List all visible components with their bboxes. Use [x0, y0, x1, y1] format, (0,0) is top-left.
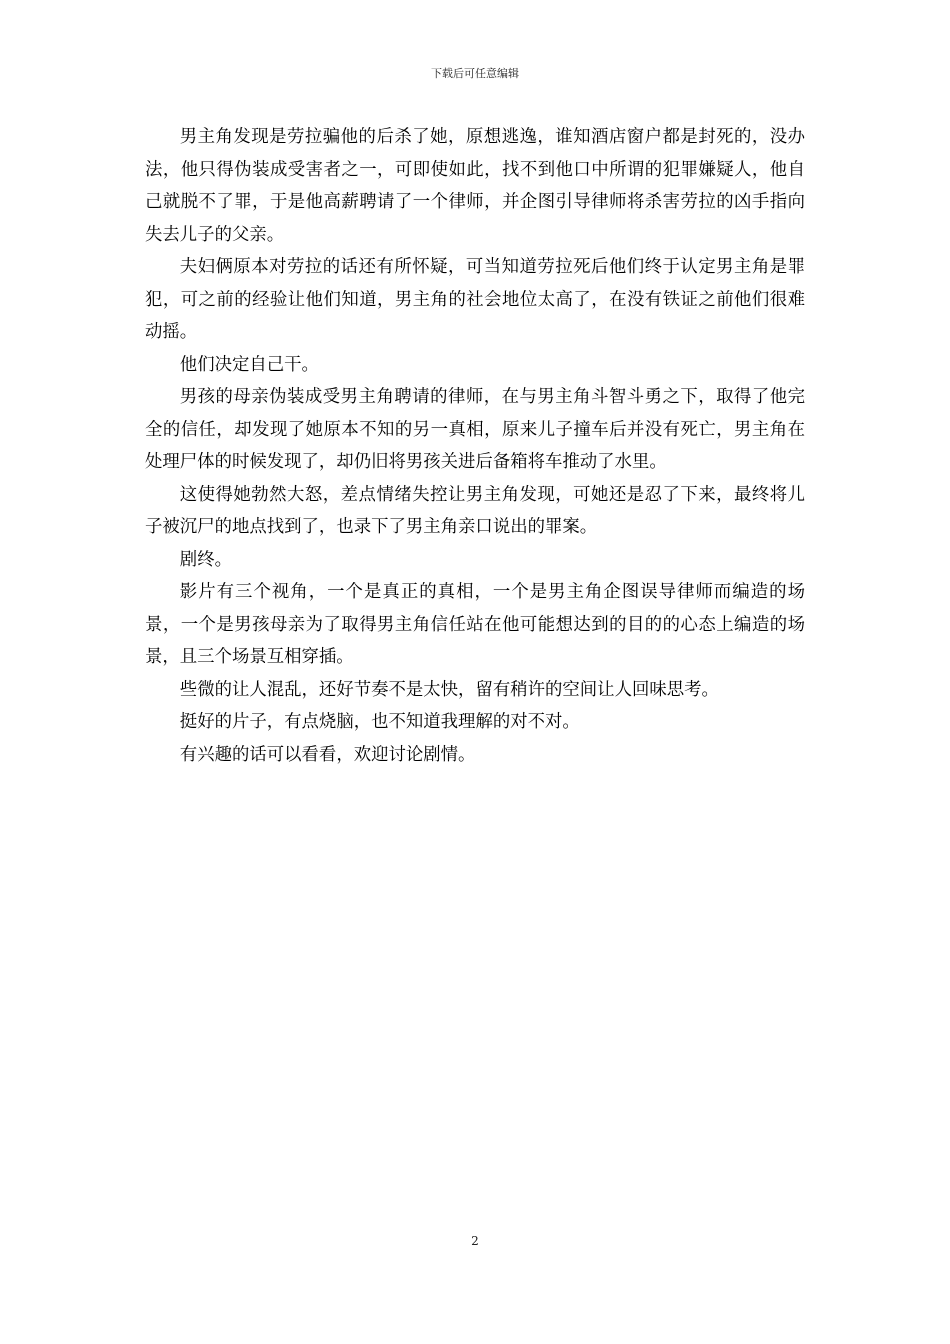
article-body: [145, 121, 805, 771]
paragraph: 他们决定自己干。: [179, 354, 319, 375]
paragraph: 些微的让人混乱，还好节奏不是太快，留有稍许的空间让人回味思考。: [179, 679, 719, 700]
paragraph: 夫妇俩原本对劳拉的话还有所怀疑，可当知道劳拉死后他们终于认定男主角是罪犯，可之前的经验让他们知道，男主角的社会地位太高了，在没有铁证之前他们很难动摇。: [145, 257, 805, 342]
paragraph: 剧终。: [179, 549, 232, 570]
paragraph: 这使得她勃然大怒，差点情绪失控让男主角发现，可她还是忍了下来，最终将儿子被沉尸的地点找到了，也录下了男主角亲口说出的罪案。: [145, 484, 805, 537]
page-header: 下载后可任意编辑: [431, 67, 519, 80]
page-number: 2: [471, 1234, 479, 1248]
paragraph: 影片有三个视角，一个是真正的真相，一个是男主角企图误导律师而编造的场景，一个是男孩母亲为了取得男主角信任站在他可能想达到的目的的心态上编造的场景，且三个场景互相穿插。: [145, 582, 805, 667]
paragraph: 男孩的母亲伪装成受男主角聘请的律师，在与男主角斗智斗勇之下，取得了他完全的信任，却发现了她原本不知的另一真相，原来儿子撞车后并没有死亡，男主角在处理尸体的时候发现了，却仍旧将男孩关进后备箱将车推动了水里。: [145, 387, 805, 472]
paragraph: 有兴趣的话可以看看，欢迎讨论剧情。: [179, 744, 476, 765]
paragraph: 挺好的片子，有点烧脑，也不知道我理解的对不对。: [179, 712, 580, 732]
paragraph: 男主角发现是劳拉骗他的后杀了她，原想逃逸，谁知酒店窗户都是封死的，没办法，他只得伪装成受害者之一，可即使如此，找不到他口中所谓的犯罪嫌疑人，他自己就脱不了罪，于是他高薪聘请了一个律师，并企图引导律师将杀害劳拉的凶手指向失去儿子的父亲。: [145, 127, 805, 245]
